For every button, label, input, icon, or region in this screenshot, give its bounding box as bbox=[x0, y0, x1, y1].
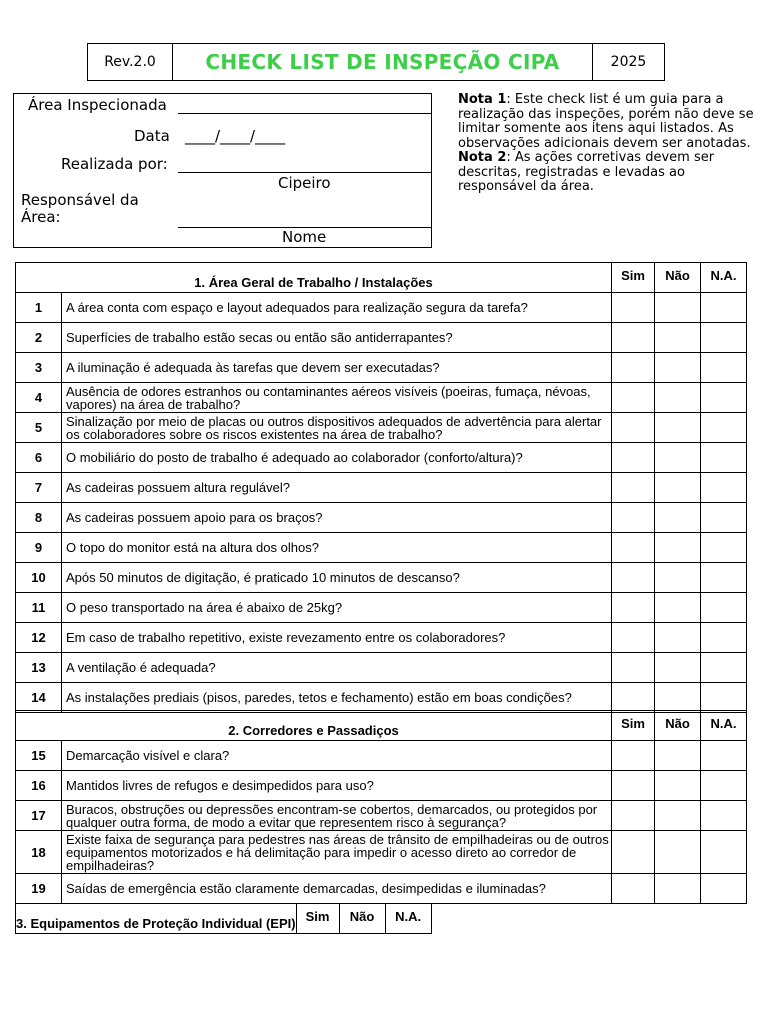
na-cell[interactable] bbox=[701, 801, 747, 831]
note-2: Nota 2: As ações corretivas devem ser descritas, registradas e levadas ao responsável da área. bbox=[458, 150, 715, 194]
item-number: 13 bbox=[16, 653, 62, 683]
no-cell[interactable] bbox=[655, 413, 701, 443]
table-row bbox=[16, 533, 747, 563]
table-row bbox=[16, 653, 747, 683]
yes-cell[interactable] bbox=[612, 623, 655, 653]
item-number: 12 bbox=[16, 623, 62, 653]
section-header-row bbox=[16, 904, 432, 934]
section-header-row bbox=[16, 711, 747, 741]
no-cell[interactable] bbox=[655, 533, 701, 563]
performed-by-field[interactable] bbox=[178, 154, 431, 173]
item-question: As cadeiras possuem apoio para os braços? bbox=[62, 503, 612, 533]
yes-cell[interactable] bbox=[612, 653, 655, 683]
no-cell[interactable] bbox=[655, 353, 701, 383]
yes-cell[interactable] bbox=[612, 473, 655, 503]
yes-cell[interactable] bbox=[612, 293, 655, 323]
table-row bbox=[16, 353, 747, 383]
na-cell[interactable] bbox=[701, 293, 747, 323]
item-number: 2 bbox=[16, 323, 62, 353]
na-cell[interactable] bbox=[701, 771, 747, 801]
na-cell[interactable] bbox=[701, 741, 747, 771]
item-number: 16 bbox=[16, 771, 62, 801]
yes-cell[interactable] bbox=[612, 443, 655, 473]
document-title: CHECK LIST DE INSPEÇÃO CIPA bbox=[205, 50, 560, 74]
table-row bbox=[16, 473, 747, 503]
na-cell[interactable] bbox=[701, 533, 747, 563]
na-cell[interactable] bbox=[701, 473, 747, 503]
item-number: 9 bbox=[16, 533, 62, 563]
name-caption: Nome bbox=[282, 228, 327, 246]
column-na: N.A. bbox=[701, 711, 747, 741]
responsible-field[interactable] bbox=[178, 209, 431, 228]
yes-cell[interactable] bbox=[612, 533, 655, 563]
yes-cell[interactable] bbox=[612, 353, 655, 383]
section-title: 3. Equipamentos de Proteção Individual (EPI) bbox=[16, 904, 297, 934]
item-number: 6 bbox=[16, 443, 62, 473]
yes-cell[interactable] bbox=[612, 503, 655, 533]
table-row bbox=[16, 443, 747, 473]
na-cell[interactable] bbox=[701, 593, 747, 623]
yes-cell[interactable] bbox=[612, 741, 655, 771]
table-row bbox=[16, 801, 747, 831]
yes-cell[interactable] bbox=[612, 771, 655, 801]
no-cell[interactable] bbox=[655, 741, 701, 771]
no-cell[interactable] bbox=[655, 771, 701, 801]
item-number: 4 bbox=[16, 383, 62, 413]
column-yes: Sim bbox=[612, 711, 655, 741]
document-header bbox=[87, 43, 665, 81]
table-row bbox=[16, 874, 747, 904]
table-row bbox=[16, 771, 747, 801]
item-number: 17 bbox=[16, 801, 62, 831]
column-yes: Sim bbox=[296, 904, 339, 934]
item-question: Demarcação visível e clara? bbox=[62, 741, 612, 771]
no-cell[interactable] bbox=[655, 874, 701, 904]
yes-cell[interactable] bbox=[612, 874, 655, 904]
na-cell[interactable] bbox=[701, 831, 747, 874]
column-no: Não bbox=[655, 711, 701, 741]
item-question: A iluminação é adequada às tarefas que devem ser executadas? bbox=[62, 353, 612, 383]
no-cell[interactable] bbox=[655, 323, 701, 353]
checklist-section-2 bbox=[15, 710, 747, 904]
no-cell[interactable] bbox=[655, 443, 701, 473]
na-cell[interactable] bbox=[701, 353, 747, 383]
item-number: 5 bbox=[16, 413, 62, 443]
no-cell[interactable] bbox=[655, 293, 701, 323]
item-number: 3 bbox=[16, 353, 62, 383]
item-number: 14 bbox=[16, 683, 62, 713]
note-1: Nota 1: Este check list é um guia para a realização das inspeções, porém não deve se limitar somente aos itens aqui listados. As observações adicionais devem ser anotadas. bbox=[458, 92, 754, 151]
yes-cell[interactable] bbox=[612, 413, 655, 443]
item-number: 18 bbox=[16, 831, 62, 874]
item-question: Mantidos livres de refugos e desimpedidos para uso? bbox=[62, 771, 612, 801]
na-cell[interactable] bbox=[701, 623, 747, 653]
na-cell[interactable] bbox=[701, 413, 747, 443]
na-cell[interactable] bbox=[701, 563, 747, 593]
item-number: 1 bbox=[16, 293, 62, 323]
na-cell[interactable] bbox=[701, 323, 747, 353]
item-question: O mobiliário do posto de trabalho é adequado ao colaborador (conforto/altura)? bbox=[62, 443, 612, 473]
na-cell[interactable] bbox=[701, 653, 747, 683]
cipeiro-caption: Cipeiro bbox=[278, 174, 331, 192]
item-question: Existe faixa de segurança para pedestres nas áreas de trânsito de empilhadeiras ou de outros equipamentos motorizados e há delimitação para impedir o acesso direto ao corredor de empilhadeiras? bbox=[62, 831, 612, 874]
item-number: 15 bbox=[16, 741, 62, 771]
yes-cell[interactable] bbox=[612, 383, 655, 413]
table-row bbox=[16, 323, 747, 353]
item-question: Buracos, obstruções ou depressões encontram-se cobertos, demarcados, ou protegidos por qualquer outra forma, de modo a evitar que representem risco à segurança? bbox=[62, 801, 612, 831]
yes-cell[interactable] bbox=[612, 801, 655, 831]
item-question: Após 50 minutos de digitação, é praticado 10 minutos de descanso? bbox=[62, 563, 612, 593]
item-question: A ventilação é adequada? bbox=[62, 653, 612, 683]
no-cell[interactable] bbox=[655, 563, 701, 593]
yes-cell[interactable] bbox=[612, 831, 655, 874]
na-cell[interactable] bbox=[701, 874, 747, 904]
responsible-label: Responsável da Área: bbox=[21, 191, 139, 226]
section-header-row bbox=[16, 263, 747, 293]
item-number: 10 bbox=[16, 563, 62, 593]
table-row bbox=[16, 503, 747, 533]
no-cell[interactable] bbox=[655, 831, 701, 874]
table-row bbox=[16, 683, 747, 713]
item-question: Ausência de odores estranhos ou contaminantes aéreos visíveis (poeiras, fumaça, névoas, vapores) na área de trabalho? bbox=[62, 383, 612, 413]
column-na: N.A. bbox=[701, 263, 747, 293]
no-cell[interactable] bbox=[655, 473, 701, 503]
yes-cell[interactable] bbox=[612, 563, 655, 593]
column-na: N.A. bbox=[385, 904, 431, 934]
item-question: Superfícies de trabalho estão secas ou então são antiderrapantes? bbox=[62, 323, 612, 353]
no-cell[interactable] bbox=[655, 623, 701, 653]
performed-by-label: Realizada por: bbox=[61, 155, 168, 173]
no-cell[interactable] bbox=[655, 683, 701, 713]
table-row bbox=[16, 741, 747, 771]
item-question: As cadeiras possuem altura regulável? bbox=[62, 473, 612, 503]
item-question: Sinalização por meio de placas ou outros dispositivos adequados de advertência para alertar os colaboradores sobre os riscos existentes na área de trabalho? bbox=[62, 413, 612, 443]
table-row bbox=[16, 293, 747, 323]
date-field[interactable]: ____/____/____ bbox=[185, 127, 286, 145]
section-title: 2. Corredores e Passadiços bbox=[16, 711, 612, 741]
area-field[interactable] bbox=[178, 94, 431, 114]
item-number: 7 bbox=[16, 473, 62, 503]
item-question: As instalações prediais (pisos, paredes, tetos e fechamento) estão em boas condições? bbox=[62, 683, 612, 713]
na-cell[interactable] bbox=[701, 683, 747, 713]
notes bbox=[458, 93, 758, 195]
column-yes: Sim bbox=[612, 263, 655, 293]
item-question: O topo do monitor está na altura dos olhos? bbox=[62, 533, 612, 563]
table-row bbox=[16, 413, 747, 443]
item-number: 19 bbox=[16, 874, 62, 904]
table-row bbox=[16, 831, 747, 874]
yes-cell[interactable] bbox=[612, 683, 655, 713]
table-row bbox=[16, 383, 747, 413]
na-cell[interactable] bbox=[701, 443, 747, 473]
na-cell[interactable] bbox=[701, 383, 747, 413]
year-label: 2025 bbox=[592, 44, 664, 80]
item-question: Em caso de trabalho repetitivo, existe revezamento entre os colaboradores? bbox=[62, 623, 612, 653]
no-cell[interactable] bbox=[655, 653, 701, 683]
column-no: Não bbox=[339, 904, 385, 934]
date-label: Data bbox=[134, 127, 170, 145]
checklist-section-3 bbox=[15, 903, 432, 934]
na-cell[interactable] bbox=[701, 503, 747, 533]
inspection-info-box bbox=[13, 93, 432, 248]
no-cell[interactable] bbox=[655, 801, 701, 831]
column-no: Não bbox=[655, 263, 701, 293]
revision-label: Rev.2.0 bbox=[88, 44, 173, 80]
section-title: 1. Área Geral de Trabalho / Instalações bbox=[16, 263, 612, 293]
table-row bbox=[16, 563, 747, 593]
no-cell[interactable] bbox=[655, 383, 701, 413]
no-cell[interactable] bbox=[655, 503, 701, 533]
item-number: 8 bbox=[16, 503, 62, 533]
yes-cell[interactable] bbox=[612, 323, 655, 353]
no-cell[interactable] bbox=[655, 593, 701, 623]
item-number: 11 bbox=[16, 593, 62, 623]
table-row bbox=[16, 623, 747, 653]
table-row bbox=[16, 593, 747, 623]
checklist-section-1 bbox=[15, 262, 747, 713]
item-question: Saídas de emergência estão claramente demarcadas, desimpedidas e iluminadas? bbox=[62, 874, 612, 904]
yes-cell[interactable] bbox=[612, 593, 655, 623]
item-question: A área conta com espaço e layout adequados para realização segura da tarefa? bbox=[62, 293, 612, 323]
area-label: Área Inspecionada bbox=[28, 96, 167, 114]
item-question: O peso transportado na área é abaixo de 25kg? bbox=[62, 593, 612, 623]
